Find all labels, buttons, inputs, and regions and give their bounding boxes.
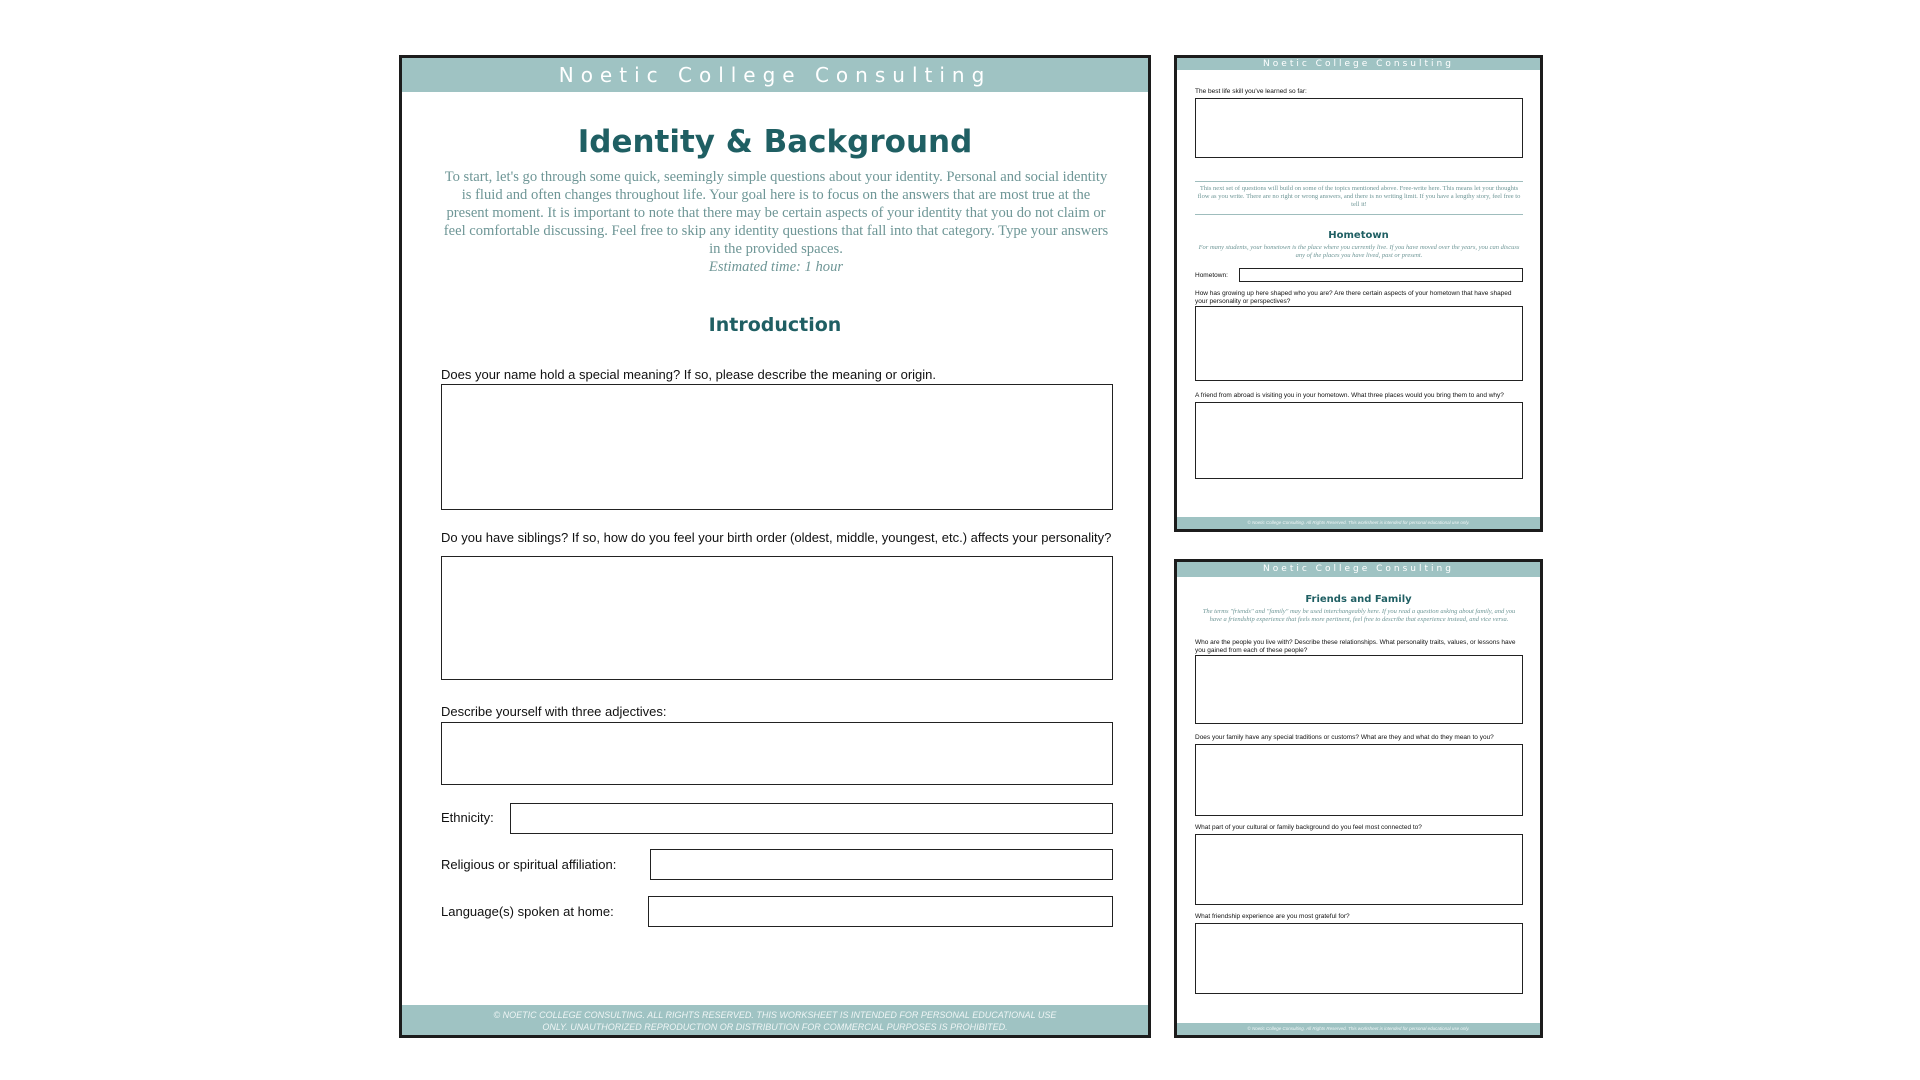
intro-text: To start, let's go through some quick, seemingly simple questions about your identity. Personal and social identity is fluid and often changes throughout life. Your goal here is to focus on the answers that are most true at the present moment. It is important to note that there may be certain aspects of your identity that you do not claim or feel comfortable discussing. Feel free to skip any identity questions that fall into that category. Type your answers in the provided spaces.: [443, 169, 1109, 257]
answer-people-live-with[interactable]: [1195, 655, 1523, 724]
religion-label: Religious or spiritual affiliation:: [441, 857, 617, 872]
section-heading-hometown: Hometown: [1328, 230, 1389, 241]
worksheet-page-1: [399, 55, 1151, 1038]
answer-siblings[interactable]: [441, 556, 1113, 680]
page-footer: [402, 1005, 1148, 1035]
answer-friendship-grateful[interactable]: [1195, 923, 1523, 994]
page-header: [402, 58, 1148, 92]
footer-text: © Noetic College Consulting. All Rights Reserved. This worksheet is intended for personal educational use only.: [1247, 520, 1470, 525]
language-label: Language(s) spoken at home:: [441, 904, 614, 919]
ethnicity-label: Ethnicity:: [441, 810, 494, 825]
worksheet-page-3: [1174, 559, 1543, 1038]
brand-name: Noetic College Consulting: [558, 63, 992, 87]
answer-hometown-shaped[interactable]: [1195, 306, 1523, 381]
answer-cultural-background[interactable]: [1195, 834, 1523, 905]
section-heading-friends-family: Friends and Family: [1305, 594, 1412, 605]
free-write-note: This next set of questions will build on some of the topics mentioned above. Free-write here. This means let your thoughts flow as you write. There are no right or wrong answers, and there is no writing limit. If you have a lengthy story, feel free to tell it!: [1197, 185, 1521, 208]
brand-name: Noetic College Consulting: [1263, 59, 1454, 69]
page-header: [1177, 562, 1540, 577]
question-life-skill: The best life skill you've learned so far:: [1195, 88, 1307, 95]
estimated-time: Estimated time: 1 hour: [708, 259, 844, 275]
religion-field[interactable]: [650, 849, 1113, 880]
page-title: Identity & Background: [577, 124, 973, 160]
worksheet-page-2: [1174, 55, 1543, 532]
question-friend-abroad: A friend from abroad is visiting you in your hometown. What three places would you bring them to and why?: [1195, 392, 1504, 399]
answer-three-adjectives[interactable]: [441, 722, 1113, 785]
language-field[interactable]: [648, 896, 1113, 927]
answer-name-meaning[interactable]: [441, 384, 1113, 510]
question-three-adjectives: Describe yourself with three adjectives:: [441, 704, 667, 719]
hometown-label: Hometown:: [1195, 272, 1228, 279]
question-siblings: Do you have siblings? If so, how do you feel your birth order (oldest, middle, youngest, etc.) affects your personality?: [441, 530, 1112, 545]
page-header: [1177, 58, 1540, 70]
question-hometown-shaped: How has growing up here shaped who you are? Are there certain aspects of your hometown that have shaped your personality or perspectives?: [1195, 290, 1512, 305]
question-family-traditions: Does your family have any special traditions or customs? What are they and what do they mean to you?: [1195, 734, 1494, 741]
page-footer: [1177, 1023, 1540, 1035]
footer-text: © NOETIC COLLEGE CONSULTING. ALL RIGHTS RESERVED. THIS WORKSHEET IS INTENDED FOR PERSONAL EDUCATIONAL USE ONLY. UNAUTHORIZED REPRODUCTION OR DISTRIBUTION FOR COMMERCIAL PURPOSES IS PROHIBITED.: [493, 1010, 1057, 1032]
hometown-field[interactable]: [1239, 268, 1523, 282]
section-heading-introduction: Introduction: [708, 314, 842, 336]
friends-family-intro: The terms "friends" and "family" may be used interchangeably here. If you read a question asking about family, and you have a friendship experience that feels more pertinent, feel free to describe that experience instead, and vice versa.: [1202, 608, 1516, 623]
answer-family-traditions[interactable]: [1195, 744, 1523, 816]
question-friendship-grateful: What friendship experience are you most grateful for?: [1195, 913, 1350, 920]
question-people-live-with: Who are the people you live with? Describe these relationships. What personality traits, values, or lessons have you gained from each of these people?: [1195, 639, 1516, 654]
intro-paragraph: [440, 168, 1112, 276]
divider: [1195, 214, 1523, 215]
divider: [1195, 181, 1523, 182]
question-cultural-background: What part of your cultural or family background do you feel most connected to?: [1195, 824, 1422, 831]
ethnicity-field[interactable]: [510, 803, 1113, 834]
answer-life-skill[interactable]: [1195, 98, 1523, 158]
answer-friend-abroad[interactable]: [1195, 402, 1523, 479]
footer-text: © Noetic College Consulting. All Rights Reserved. This worksheet is intended for personal educational use only.: [1247, 1026, 1470, 1031]
hometown-intro: For many students, your hometown is the place where you currently live. If you have moved over the years, you can discuss any of the places you have lived, past or present.: [1198, 244, 1520, 259]
page-footer: [1177, 517, 1540, 529]
brand-name: Noetic College Consulting: [1263, 564, 1454, 574]
question-name-meaning: Does your name hold a special meaning? If so, please describe the meaning or origin.: [441, 367, 937, 382]
